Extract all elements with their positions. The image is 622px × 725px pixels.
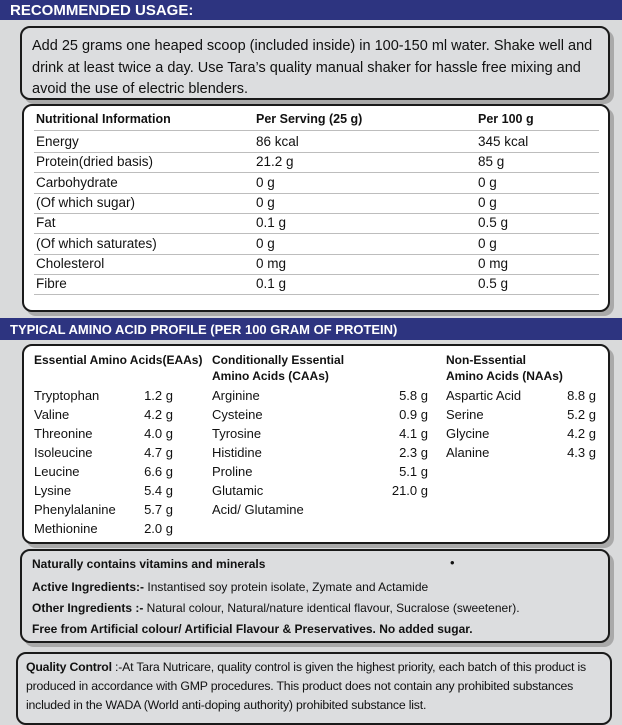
essential-amino-row-label: Tryptophan [34,388,100,403]
conditional-amino-row-label: Acid/ Glutamine [212,502,304,517]
nonessential-header-line2: Amino Acids (NAAs) [446,369,563,383]
nonessential-amino-row-label: Aspartic Acid [446,388,522,403]
nutrition-row [34,173,599,194]
conditional-amino-row-label: Histidine [212,445,262,460]
per-100g-value: 0 g [478,174,497,190]
essential-amino-row-label: Leucine [34,464,80,479]
per-serving-value: 21.2 g [256,154,294,170]
per-serving-value: 0 g [256,174,275,190]
essential-amino-row-value: 4.7 g [144,445,173,460]
nonessential-amino-row-label: Alanine [446,445,490,460]
essential-amino-row-value: 1.2 g [144,388,173,403]
per-100g-value: 0 mg [478,255,509,271]
essential-amino-row-label: Phenylalanine [34,502,116,517]
nutrition-row [34,274,599,295]
conditional-header [212,352,344,384]
essential-amino-row-value: 5.7 g [144,502,173,517]
nutrient-name: Protein(dried basis) [36,154,154,170]
nutrient-name: (Of which saturates) [36,235,157,251]
nonessential-header [446,352,563,384]
conditional-amino-row-value: 5.1 g [399,464,428,479]
free-from-line: Free from Artificial colour/ Artificial Flavour & Preservatives. No added sugar. [32,622,473,636]
active-ingredients-label: Active Ingredients:- [32,580,145,594]
nonessential-amino-row-value: 4.2 g [567,426,596,441]
per-serving-value: 86 kcal [256,134,299,149]
per-serving-value: 0 mg [256,255,287,271]
essential-header: Essential Amino Acids(EAAs) [34,353,203,367]
nutrient-name: (Of which sugar) [36,194,136,210]
nutrition-header-serving: Per Serving (25 g) [256,112,363,126]
conditional-amino-row-label: Arginine [212,388,260,403]
per-100g-value: 0.5 g [478,276,509,292]
per-100g-value: 0 g [478,194,497,210]
nonessential-amino-row-label: Glycine [446,426,490,441]
quality-control-label: Quality Control [26,660,112,674]
bullet-icon: • [450,555,455,570]
per-serving-value: 0 g [256,235,275,251]
nutrition-header-row [34,110,599,131]
conditional-amino-row-value: 2.3 g [399,445,428,460]
vitamins-line: Naturally contains vitamins and minerals [32,557,266,571]
essential-amino-row-value: 4.2 g [144,407,173,422]
nutrition-header-name: Nutritional Information [36,112,171,126]
amino-acid-table [22,344,610,544]
nutrient-name: Carbohydrate [36,174,118,190]
conditional-amino-row-value: 5.8 g [399,388,428,403]
per-serving-value: 0.1 g [256,276,287,292]
nutrient-name: Energy [36,134,79,149]
nonessential-amino-row-label: Serine [446,407,484,422]
quality-control-box [16,652,612,725]
nutrition-row [34,254,599,275]
conditional-amino-row-label: Tyrosine [212,426,262,441]
vitamins-ingredients-box [20,549,610,643]
nonessential-amino-row-value: 4.3 g [567,445,596,460]
nonessential-amino-row-value: 5.2 g [567,407,596,422]
nutrient-name: Cholesterol [36,255,105,271]
amino-heading: TYPICAL AMINO ACID PROFILE (PER 100 GRAM OF PROTEIN) [0,318,622,340]
nutrition-row [34,152,599,173]
conditional-amino-row-value: 0.9 g [399,407,428,422]
essential-amino-row-label: Valine [34,407,70,422]
conditional-amino-row-label: Cysteine [212,407,263,422]
nutrition-table [22,104,610,312]
conditional-header-line1: Conditionally Essential [212,353,345,367]
nutrition-row [34,132,599,153]
essential-amino-row-label: Isoleucine [34,445,93,460]
essential-amino-row-value: 4.0 g [144,426,173,441]
essential-amino-row-label: Methionine [34,521,98,536]
active-ingredients-line [32,580,428,594]
nonessential-amino-row-value: 8.8 g [567,388,596,403]
conditional-header-line2: Amino Acids (CAAs) [212,369,329,383]
conditional-amino-row-value: 21.0 g [391,483,428,498]
nutrition-row [34,193,599,214]
per-serving-value: 0 g [256,194,275,210]
nutrition-header-100g: Per 100 g [478,112,534,126]
other-ingredients-label: Other Ingredients :- [32,601,144,615]
per-100g-value: 0.5 g [478,215,509,231]
essential-amino-row-label: Lysine [34,483,72,498]
other-ingredients-text: Natural colour, Natural/nature identical flavour, Sucralose (sweetener). [143,601,520,615]
essential-amino-row-value: 2.0 g [144,521,173,536]
essential-amino-row-label: Threonine [34,426,93,441]
nutrient-name: Fat [36,215,56,231]
essential-amino-row-value: 6.6 g [144,464,173,479]
usage-text: Add 25 grams one heaped scoop (included inside) in 100-150 ml water. Shake well and drink at least twice a day. Use Tara’s quality manual shaker for hassle free mixing and avoid the use of electric blenders. [32,38,593,97]
other-ingredients-line [32,601,520,615]
nutrient-name: Fibre [36,276,67,292]
quality-control-text: :-At Tara Nutricare, quality control is given the highest priority, each batch of this product is produced in accordance with GMP procedures. This product does not contain any prohibited substances included in the WADA (World anti-doping authority) prohibited substance list. [26,660,586,712]
per-100g-value: 0 g [478,235,497,251]
conditional-amino-row-label: Proline [212,464,253,479]
essential-amino-row-value: 5.4 g [144,483,173,498]
active-ingredients-text: Instantised soy protein isolate, Zymate and Actamide [144,580,429,594]
usage-box [20,26,610,100]
conditional-amino-row-label: Glutamic [212,483,264,498]
recommended-usage-heading: RECOMMENDED USAGE: [0,0,622,20]
nonessential-header-line1: Non-Essential [446,353,527,367]
per-serving-value: 0.1 g [256,215,287,231]
nutrition-row [34,213,599,234]
conditional-amino-row-value: 4.1 g [399,426,428,441]
nutrition-row [34,234,599,255]
per-100g-value: 85 g [478,154,505,170]
per-100g-value: 345 kcal [478,134,529,149]
